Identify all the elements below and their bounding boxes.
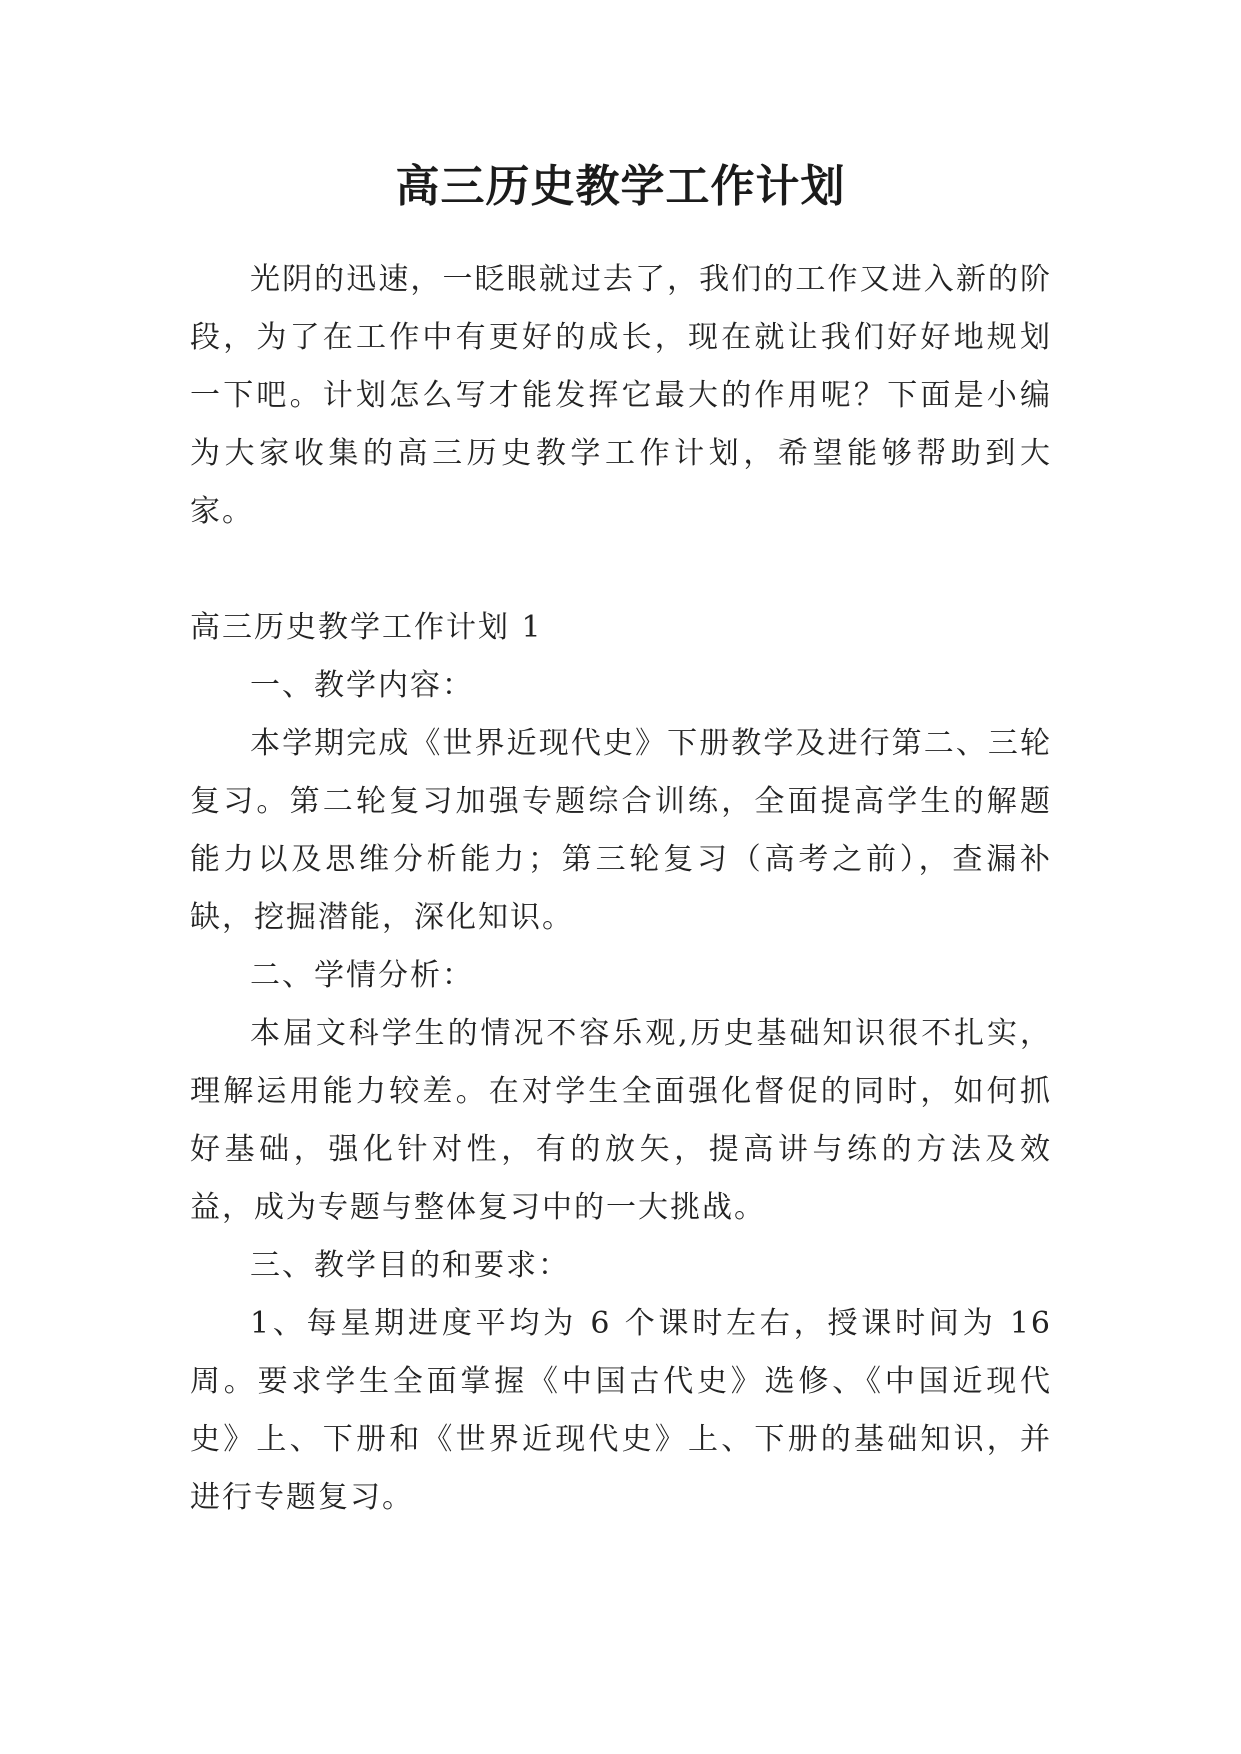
intro-paragraph: 光阴的迅速，一眨眼就过去了，我们的工作又进入新的阶段，为了在工作中有更好的成长，现在就让我们好好地规划一下吧。计划怎么写才能发挥它最大的作用呢？下面是小编为大家收集的高三历史教学工作计划，希望能够帮助到大家。 <box>190 262 1052 529</box>
heading-goals-requirements: 三、教学目的和要求： <box>250 1248 570 1283</box>
heading-student-analysis: 二、学情分析： <box>250 958 474 993</box>
paragraph-goals-requirements: 1、每星期进度平均为 6 个课时左右，授课时间为 16 周。要求学生全面掌握《中国古代史》选修、《中国近现代史》上、下册和《世界近现代史》上、下册的基础知识，并进行专题复习。 <box>190 1306 1052 1515</box>
document-title: 高三历史教学工作计划 <box>395 161 846 212</box>
section-heading: 高三历史教学工作计划 1 <box>190 610 543 645</box>
document-body <box>190 251 1052 1527</box>
paragraph-teaching-content: 本学期完成《世界近现代史》下册教学及进行第二、三轮复习。第二轮复习加强专题综合训练，全面提高学生的解题能力以及思维分析能力；第三轮复习（高考之前），查漏补缺，挖掘潜能，深化知识。 <box>190 726 1052 935</box>
heading-teaching-content: 一、教学内容： <box>250 668 474 703</box>
paragraph-gap <box>190 541 1052 599</box>
paragraph-student-analysis: 本届文科学生的情况不容乐观,历史基础知识很不扎实，理解运用能力较差。在对学生全面强化督促的同时，如何抓好基础，强化针对性，有的放矢，提高讲与练的方法及效益，成为专题与整体复习中的一大挑战。 <box>190 1016 1052 1225</box>
